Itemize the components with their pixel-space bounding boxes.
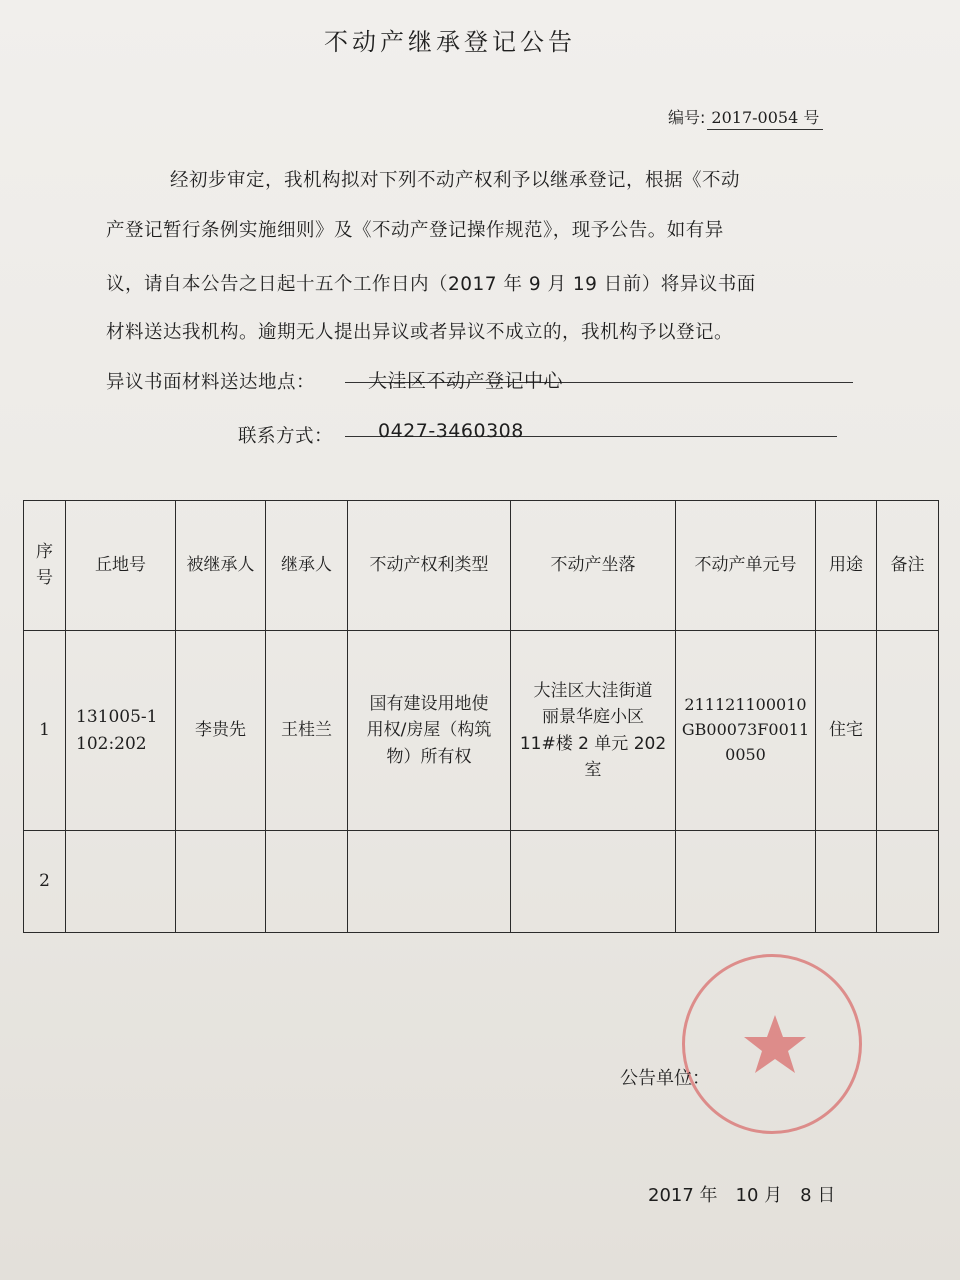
cell-location (511, 831, 676, 933)
cell-location-line: 11#楼 2 单元 202 (519, 733, 667, 754)
doc-number-value: 2017-0054 号 (707, 108, 823, 130)
cell-usage (816, 831, 877, 933)
header-seq: 序号 (24, 501, 66, 631)
official-seal (682, 954, 862, 1134)
cell-location-line: 大洼区大洼街道 (533, 680, 653, 701)
objection-address-value: 大洼区不动产登记中心 (368, 370, 564, 392)
cell-right-type (348, 831, 511, 933)
header-remark: 备注 (877, 501, 939, 631)
notice-date: 2017 年 10 月 8 日 (648, 1185, 836, 1206)
table-header-row (24, 501, 939, 631)
table-row (24, 630, 939, 830)
cell-remark (877, 831, 939, 933)
contact-value: 0427-3460308 (378, 420, 524, 442)
body-line-4: 材料送达我机构。逾期无人提出异议或者异议不成立的，我机构予以登记。 (106, 322, 734, 343)
cell-remark (877, 630, 939, 830)
body-line-1: 经初步审定，我机构拟对下列不动产权利予以继承登记，根据《不动 (170, 170, 741, 191)
registration-table (23, 500, 939, 933)
cell-location-line: 室 (584, 759, 602, 780)
cell-parcel (66, 831, 176, 933)
cell-right-type-line: 物）所有权 (386, 746, 472, 767)
star-icon (744, 1015, 806, 1073)
header-unit-no: 不动产单元号 (676, 501, 816, 631)
cell-unit-no (676, 630, 816, 830)
objection-address-label: 异议书面材料送达地点： (106, 372, 316, 393)
doc-number-label: 编号: (668, 108, 706, 127)
seal-graphic (685, 957, 865, 1137)
cell-right-type-line: 国有建设用地使 (369, 694, 489, 715)
header-right-type: 不动产权利类型 (348, 501, 511, 631)
cell-right-type (348, 630, 511, 830)
cell-decedent (176, 831, 266, 933)
body-line-3: 议，请自本公告之日起十五个工作日内（2017 年 9 月 19 日前）将异议书面 (106, 274, 756, 295)
cell-parcel-line: 131005-1 (76, 707, 158, 728)
header-location: 不动产坐落 (511, 501, 676, 631)
table-row (24, 831, 939, 933)
cell-decedent: 李贵先 (176, 630, 266, 830)
cell-unit-no-line: 0050 (725, 744, 766, 764)
cell-unit-no-line: 211121100010 (684, 695, 807, 715)
cell-heir (266, 831, 348, 933)
cell-parcel-line: 102:202 (76, 733, 147, 754)
cell-right-type-line: 用权/房屋（构筑 (366, 720, 492, 741)
cell-location (511, 630, 676, 830)
contact-label: 联系方式： (238, 426, 334, 447)
body-line-2: 产登记暂行条例实施细则》及《不动产登记操作规范》，现予公告。如有异 (106, 220, 724, 241)
cell-location-line: 丽景华庭小区 (542, 707, 644, 728)
cell-usage: 住宅 (816, 630, 877, 830)
cell-unit-no-line: GB00073F0011 (681, 720, 810, 740)
cell-seq: 2 (24, 831, 66, 933)
issuer-label: 公告单位： (620, 1068, 710, 1089)
header-decedent: 被继承人 (176, 501, 266, 631)
doc-number (668, 105, 823, 128)
header-heir: 继承人 (266, 501, 348, 631)
cell-unit-no (676, 831, 816, 933)
cell-parcel (66, 630, 176, 830)
notice-title: 不动产继承登记公告 (324, 28, 576, 56)
cell-seq: 1 (24, 630, 66, 830)
header-usage: 用途 (816, 501, 877, 631)
cell-heir: 王桂兰 (266, 630, 348, 830)
header-parcel: 丘地号 (66, 501, 176, 631)
